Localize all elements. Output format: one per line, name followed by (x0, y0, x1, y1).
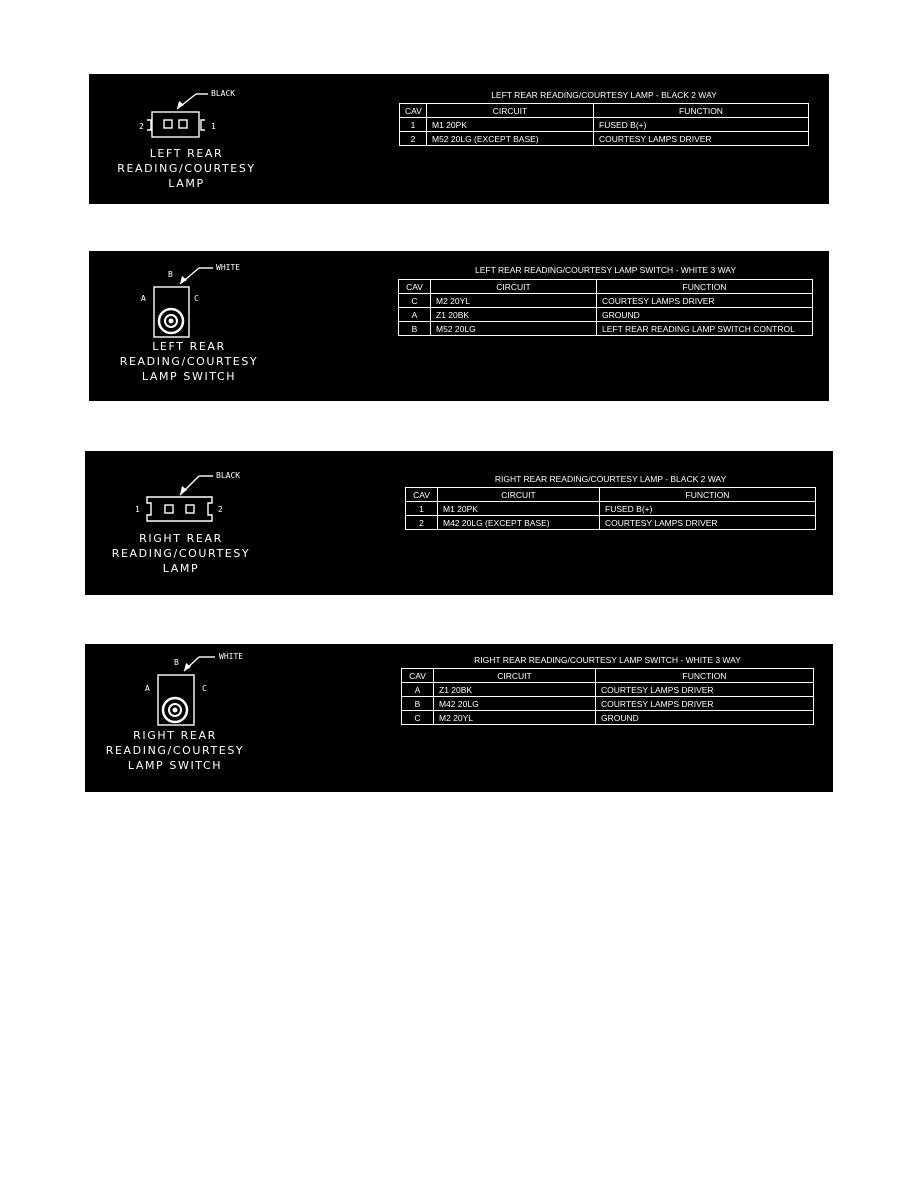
pin-label: C (194, 294, 199, 303)
pinout-table-title: RIGHT REAR READING/COURTESY LAMP - BLACK 2 WAY (494, 474, 727, 484)
pinout-table (401, 668, 814, 725)
connector-caption (85, 531, 277, 576)
function-cell: GROUND (596, 711, 814, 725)
circuit-cell: M1 20PK (438, 502, 600, 516)
table-row (400, 132, 809, 146)
table-row (402, 683, 814, 697)
circuit-cell: M2 20YL (434, 711, 596, 725)
column-header: FUNCTION (594, 104, 809, 118)
cavity-cell: A (402, 683, 434, 697)
caption-line: LEFT REAR (152, 340, 226, 353)
caption-line: RIGHT REAR (139, 532, 223, 545)
column-header: CIRCUIT (431, 280, 597, 294)
pin-label: A (141, 294, 146, 303)
cavity-cell: 1 (400, 118, 427, 132)
pin-label: B (168, 270, 173, 279)
column-header: CIRCUIT (438, 488, 600, 502)
pin-label: 2 (139, 122, 144, 131)
function-cell: GROUND (597, 308, 813, 322)
connector-color-label: WHITE (219, 652, 244, 661)
cavity-cell: C (402, 711, 434, 725)
caption-line: LAMP (168, 177, 205, 190)
function-cell: COURTESY LAMPS DRIVER (600, 516, 816, 530)
pinout-table-title: RIGHT REAR READING/COURTESY LAMP SWITCH - WHITE 3 WAY (474, 655, 741, 665)
table-row (400, 118, 809, 132)
circuit-cell: M1 20PK (427, 118, 594, 132)
column-header: FUNCTION (600, 488, 816, 502)
pin-label: 2 (218, 505, 223, 514)
pinout-table-title: LEFT REAR READING/COURTESY LAMP - BLACK 2 WAY (491, 90, 717, 100)
circuit-cell: Z1 20BK (431, 308, 597, 322)
pin-label: B (174, 658, 179, 667)
table-header-row (399, 280, 813, 294)
function-cell: COURTESY LAMPS DRIVER (596, 697, 814, 711)
function-cell: FUSED B(+) (600, 502, 816, 516)
function-cell: FUSED B(+) (594, 118, 809, 132)
connector-color-label: BLACK (216, 471, 241, 480)
column-header: CAV (406, 488, 438, 502)
caption-line: LAMP SWITCH (127, 759, 223, 772)
table-row (399, 322, 813, 336)
pinout-table (399, 103, 809, 146)
circuit-cell: M52 20LG (EXCEPT BASE) (427, 132, 594, 146)
pinout-table-title: LEFT REAR READING/COURTESY LAMP SWITCH - WHITE 3 WAY (474, 265, 737, 275)
connector-color-label: BLACK (211, 89, 236, 98)
caption-line: LAMP (162, 562, 200, 575)
function-cell: LEFT REAR READING LAMP SWITCH CONTROL (597, 322, 813, 336)
column-header: CAV (399, 280, 431, 294)
pin-label: C (202, 684, 207, 693)
column-header: CIRCUIT (434, 669, 596, 683)
caption-line: READING/COURTESY (119, 355, 259, 368)
column-header: CAV (402, 669, 434, 683)
cavity-cell: B (399, 322, 431, 336)
function-cell: COURTESY LAMPS DRIVER (597, 294, 813, 308)
connector-panel-left-rear-lamp-switch (89, 251, 829, 401)
connector-color-label: WHITE (216, 263, 241, 272)
cavity-cell: 2 (400, 132, 427, 146)
column-header: FUNCTION (596, 669, 814, 683)
table-row (406, 516, 816, 530)
table-row (399, 308, 813, 322)
pin-label: 1 (211, 122, 216, 131)
cavity-cell: A (399, 308, 431, 322)
table-row (402, 711, 814, 725)
pin-label: A (145, 684, 150, 693)
column-header: CIRCUIT (427, 104, 594, 118)
caption-line: READING/COURTESY (111, 547, 251, 560)
table-row (402, 697, 814, 711)
function-cell: COURTESY LAMPS DRIVER (594, 132, 809, 146)
cavity-cell: C (399, 294, 431, 308)
table-header-row (406, 488, 816, 502)
column-header: CAV (400, 104, 427, 118)
table-row (406, 502, 816, 516)
table-header-row (402, 669, 814, 683)
pinout-table (398, 279, 813, 336)
function-cell: COURTESY LAMPS DRIVER (596, 683, 814, 697)
cavity-cell: 1 (406, 502, 438, 516)
connector-caption (89, 146, 284, 191)
circuit-cell: M42 20LG (EXCEPT BASE) (438, 516, 600, 530)
table-header-row (400, 104, 809, 118)
circuit-cell: M52 20LG (431, 322, 597, 336)
circuit-cell: Z1 20BK (434, 683, 596, 697)
caption-line: LEFT REAR (149, 147, 224, 160)
connector-panel-right-rear-lamp (85, 451, 833, 595)
caption-line: LAMP SWITCH (141, 370, 237, 383)
circuit-cell: M42 20LG (434, 697, 596, 711)
caption-line: RIGHT REAR (133, 729, 217, 742)
caption-line: READING/COURTESY (117, 162, 256, 175)
pin-label: 1 (135, 505, 140, 514)
caption-line: READING/COURTESY (105, 744, 245, 757)
connector-caption (85, 728, 265, 773)
cavity-cell: 2 (406, 516, 438, 530)
column-header: FUNCTION (597, 280, 813, 294)
table-row (399, 294, 813, 308)
pinout-table (405, 487, 816, 530)
connector-panel-left-rear-lamp (89, 74, 829, 204)
connector-caption (89, 339, 289, 384)
connector-panel-right-rear-lamp-switch (85, 644, 833, 792)
cavity-cell: B (402, 697, 434, 711)
circuit-cell: M2 20YL (431, 294, 597, 308)
